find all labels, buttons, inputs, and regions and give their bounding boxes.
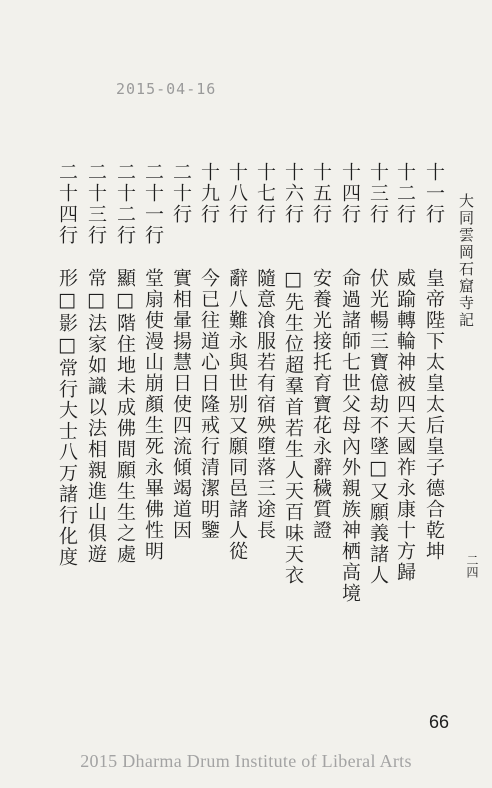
line-label: 二十二行 <box>114 162 136 246</box>
line-text: 辭八難永與世别又願同邑諸人從 <box>226 268 248 562</box>
line-text: 隨意飡服若有宿殃墮落三途長 <box>254 268 276 541</box>
line-text: 顯□階住地未成佛間願生生之處 <box>114 268 136 565</box>
line-text: 命過諸師七世父母內外親族神栖高境 <box>339 268 361 604</box>
copyright-footer: 2015 Dharma Drum Institute of Liberal Arts <box>80 751 412 771</box>
line-label: 十一行 <box>423 162 445 225</box>
line-label: 十四行 <box>339 162 361 225</box>
date-watermark: 2015-04-16 <box>116 80 217 98</box>
line-label: 十六行 <box>282 162 304 225</box>
line-label: 二十四行 <box>56 162 78 246</box>
line-label: 十三行 <box>367 162 389 225</box>
line-text: 皇帝陛下太皇太后皇子德合乾坤 <box>423 268 445 562</box>
running-title: 大同雲岡石窟寺記 <box>457 193 475 329</box>
line-label: 二十行 <box>170 162 192 225</box>
line-text: 今已往道心日隆戒行清潔明鑒 <box>198 268 220 541</box>
line-text: 堂扇使漫山崩顏生死永畢佛性明 <box>142 268 164 562</box>
line-label: 二十三行 <box>85 162 107 246</box>
line-label: 十五行 <box>310 162 332 225</box>
line-text: 形□影□常行大士八万諸行化度 <box>56 268 78 568</box>
page-number: 66 <box>429 712 450 732</box>
page-mark: 二四 <box>465 554 479 578</box>
line-label: 十二行 <box>394 162 416 225</box>
line-text: □先生位超羣首若生人天百味天衣 <box>282 268 304 586</box>
line-label: 二十一行 <box>142 162 164 246</box>
line-text: 常□法家如識以法相親進山俱遊 <box>85 268 107 565</box>
line-text: 安養光接托育寶花永辭穢質證 <box>310 268 332 541</box>
line-text: 伏光暢三寶億劫不墜□又願義諸人 <box>367 268 389 586</box>
line-label: 十八行 <box>226 162 248 225</box>
line-label: 十九行 <box>198 162 220 225</box>
line-label: 十七行 <box>254 162 276 225</box>
line-text: 威踰轉輪神被四天國祚永康十方歸 <box>394 268 416 583</box>
line-text: 實相暈揚慧日使四流傾竭道因 <box>170 268 192 541</box>
